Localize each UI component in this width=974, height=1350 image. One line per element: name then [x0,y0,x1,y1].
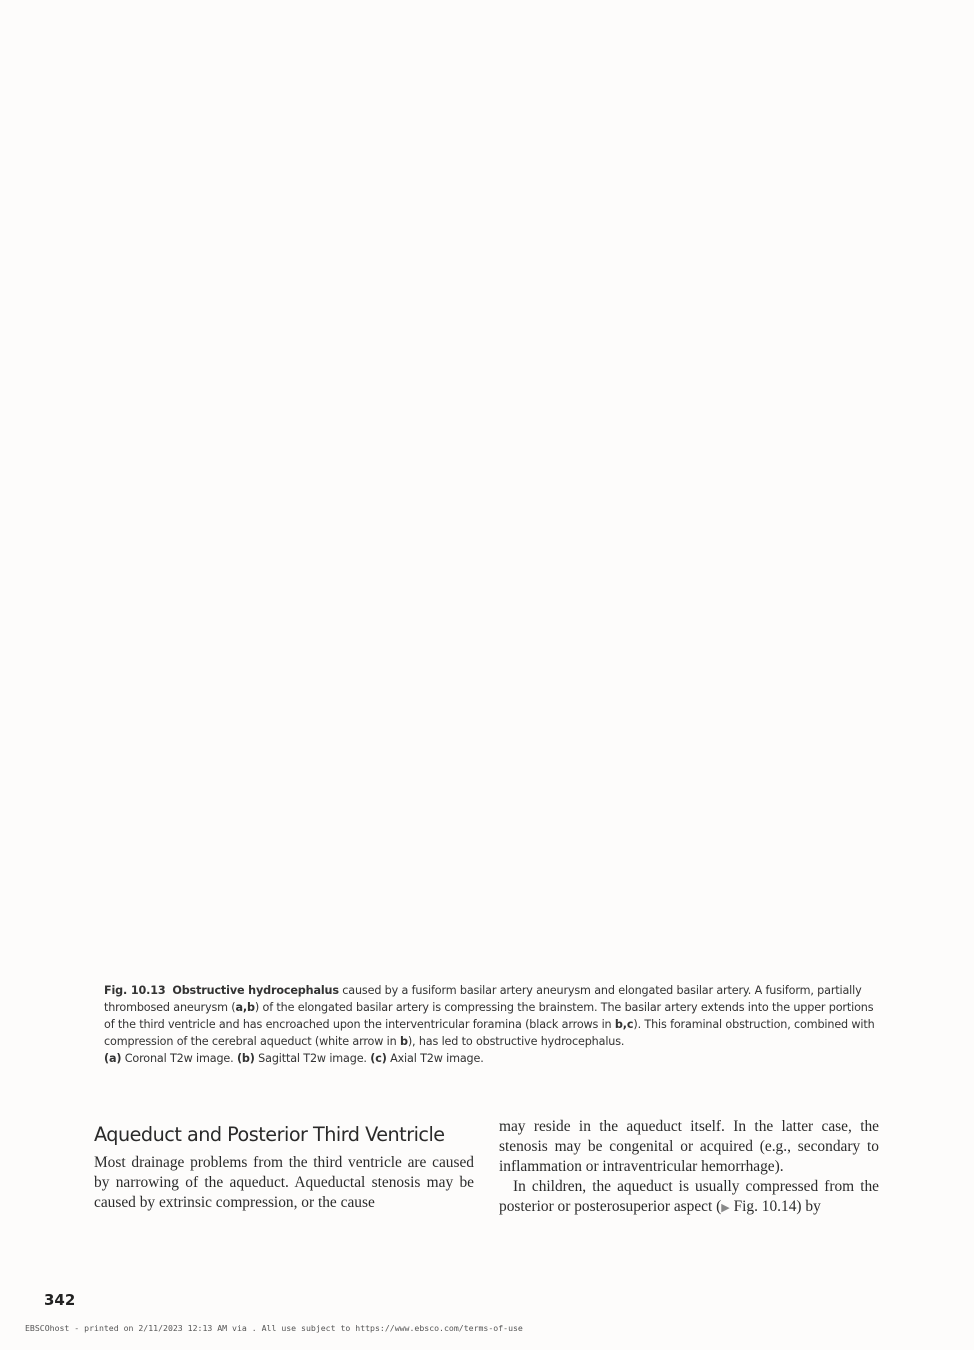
left-paragraph: Most drainage problems from the third ventricle are caused by narrowing of the aqueduct. Aqueductal stenosis may be caused by extrinsic compression, or the cause [94,1154,474,1211]
panel-c-label: (c) [370,1052,387,1065]
right-paragraph-2-end: ) by [796,1198,821,1215]
caption-ref-bc: b,c [614,1018,634,1031]
cross-reference-arrow-icon: ▶ [721,1202,730,1214]
caption-text-2: ) of the elongated basilar artery is compressing the brainstem. The basilar artery extends into the upper portions of the third ventricle and has encroached upon the interventricular foramina (black arrows in [104,1001,874,1031]
panel-b-label: (b) [236,1052,255,1065]
page-number: 342 [44,1291,76,1309]
print-footer: EBSCOhost - printed on 2/11/2023 12:13 AM via . All use subject to https://www.ebsco.com/terms-of-use [25,1323,523,1333]
section-heading: Aqueduct and Posterior Third Ventricle [94,1123,445,1146]
caption-ref-ab: a,b [235,1001,255,1014]
panel-b-text: Sagittal T2w image. [254,1052,371,1065]
left-column [94,1117,474,1213]
caption-text-1: caused by a fusiform basilar artery aneurysm and elongated basilar artery. A fusiform, partially thrombosed aneurysm ( [104,984,862,1014]
caption-text-4: ), has led to obstructive hydrocephalus. [407,1035,625,1048]
figure-caption [104,982,879,1067]
caption-panel-list [104,1050,879,1067]
right-paragraph-2 [499,1177,879,1218]
panel-c-text: Axial T2w image. [386,1052,484,1065]
panel-a-label: (a) [104,1052,122,1065]
right-column [499,1117,879,1218]
figure-label: Fig. 10.13 [104,984,166,997]
figure-title: Obstructive hydrocephalus [172,984,339,997]
panel-a-text: Coronal T2w image. [121,1052,237,1065]
caption-text-3: ). This foraminal obstruction, combined with compression of the cerebral aqueduct (white arrow in [104,1018,875,1048]
caption-ref-b: b [399,1035,408,1048]
figure-cross-reference[interactable]: Fig. 10.14 [729,1198,797,1215]
right-paragraph-1: may reside in the aqueduct itself. In the latter case, the stenosis may be congenital or acquired (e.g., secondary to inflammation or intraventricular hemorrhage). [499,1118,879,1175]
right-paragraph-2-start: In children, the aqueduct is usually compressed from the posterior or posterosuperior aspect ( [499,1178,879,1215]
